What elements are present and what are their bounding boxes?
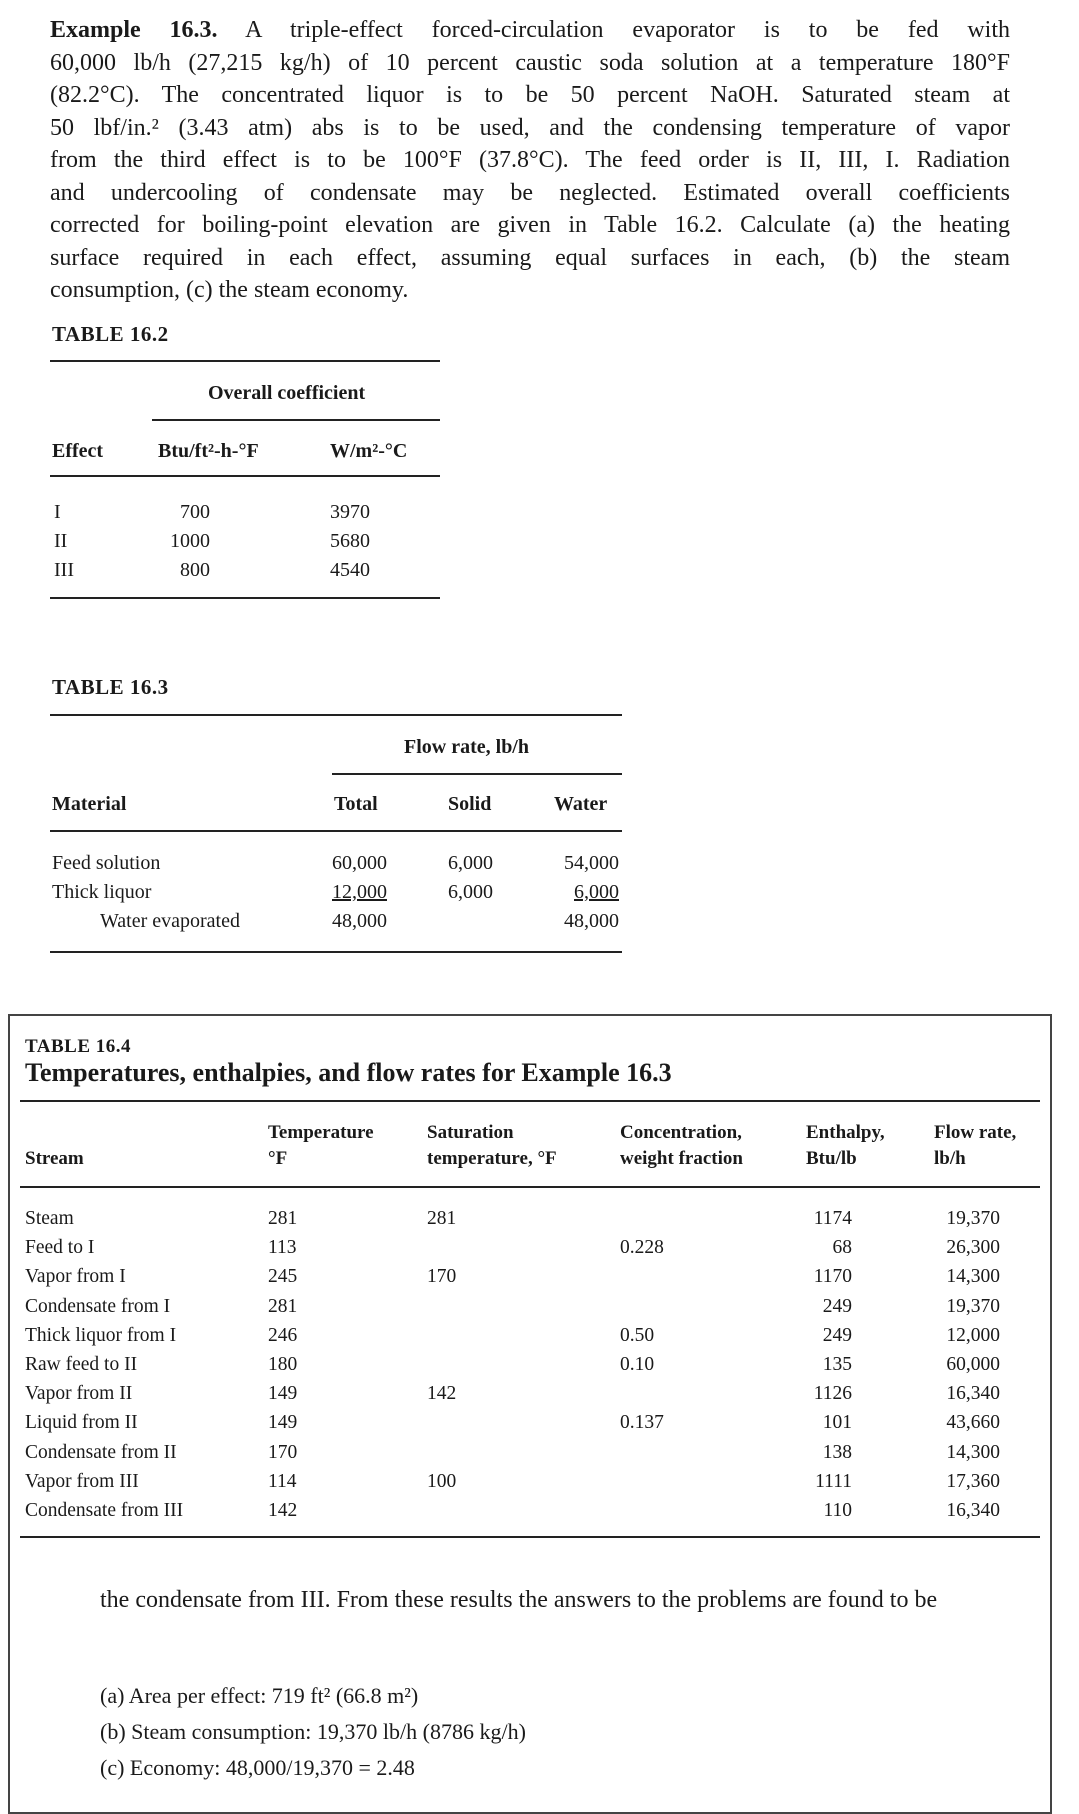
table-cell: 800 xyxy=(180,559,210,581)
table-cell xyxy=(427,1350,456,1379)
table-cell xyxy=(427,1438,456,1467)
table-cell: 170 xyxy=(427,1266,457,1288)
table-cell: 142 xyxy=(427,1383,457,1405)
table-cell: 1000 xyxy=(170,530,210,552)
table-cell: 281 xyxy=(268,1295,298,1317)
table-16-3-header-total: Total xyxy=(334,793,378,815)
table-cell: Liquid from II xyxy=(25,1412,138,1434)
table-16-4-flow-column xyxy=(930,1204,1000,1525)
table-16-4-bottom-rule xyxy=(20,1536,1040,1538)
table-cell: 249 xyxy=(822,1295,852,1317)
table-cell xyxy=(427,1233,456,1262)
table-16-4-header-enthalpy: Enthalpy, Btu/lb xyxy=(806,1122,885,1169)
table-cell: 17,360 xyxy=(946,1470,1000,1492)
table-cell xyxy=(427,1496,456,1525)
table-cell: 135 xyxy=(822,1354,852,1376)
answer-b: (b) Steam consumption: 19,370 lb/h (8786 kg/h) xyxy=(100,1719,526,1744)
table-cell: Vapor from III xyxy=(25,1470,139,1492)
table-cell: 54,000 xyxy=(564,852,619,874)
table-16-4-header-saturation: Saturation temperature, °F xyxy=(427,1122,557,1169)
table-16-3-caption: TABLE 16.3 xyxy=(52,675,169,699)
table-cell: 48,000 xyxy=(332,910,387,932)
table-cell xyxy=(427,1292,456,1321)
table-cell: Condensate from III xyxy=(25,1500,184,1522)
table-cell: 4540 xyxy=(330,559,370,581)
table-16-3-top-rule xyxy=(50,714,622,716)
example-label: Example 16.3. xyxy=(50,17,218,43)
table-cell: 68 xyxy=(832,1237,852,1259)
table-cell: 114 xyxy=(268,1470,297,1492)
table-cell: 5680 xyxy=(330,530,370,552)
table-cell: 0.137 xyxy=(620,1412,664,1434)
table-cell: Feed solution xyxy=(52,852,161,874)
table-16-2-bottom-rule xyxy=(50,597,440,599)
table-16-4-header-flow: Flow rate, lb/h xyxy=(934,1122,1017,1169)
table-16-2-btu-column xyxy=(158,498,210,585)
table-16-3-header-solid: Solid xyxy=(448,793,492,815)
table-cell: 1170 xyxy=(813,1266,852,1288)
table-cell xyxy=(620,1496,664,1525)
table-cell: 6,000 xyxy=(448,881,493,903)
table-16-3-total-column xyxy=(332,849,387,936)
table-cell: Steam xyxy=(25,1208,74,1229)
table-cell: Condensate from I xyxy=(25,1295,171,1317)
example-line: surface required in each effect, assuming equal surfaces in each, (b) the steam xyxy=(50,244,1010,271)
table-cell: 281 xyxy=(427,1208,457,1229)
table-cell: 6,000 xyxy=(574,881,619,903)
table-16-3-material-column xyxy=(52,849,240,936)
table-cell: 1174 xyxy=(813,1208,852,1229)
table-16-2-header-rule xyxy=(50,475,440,477)
table-16-2-caption: TABLE 16.2 xyxy=(52,322,169,346)
table-cell: 12,000 xyxy=(332,881,387,903)
table-16-3-header-water: Water xyxy=(554,793,608,815)
table-cell: 60,000 xyxy=(946,1354,1000,1376)
table-cell xyxy=(620,1262,664,1291)
table-cell: Thick liquor from I xyxy=(25,1324,177,1346)
table-16-3-water-column xyxy=(553,849,619,936)
table-16-4-header-concentration: Concentration, weight fraction xyxy=(620,1122,743,1169)
table-cell: 16,340 xyxy=(946,1500,1000,1522)
table-cell: Water evaporated xyxy=(100,910,240,932)
table-cell: I xyxy=(54,501,61,523)
table-cell: 0.50 xyxy=(620,1324,655,1346)
table-16-2-top-rule xyxy=(50,360,440,362)
table-cell: 19,370 xyxy=(946,1208,1000,1229)
table-cell: Feed to I xyxy=(25,1237,95,1259)
table-cell: 149 xyxy=(268,1383,298,1405)
table-cell: Vapor from I xyxy=(25,1266,126,1288)
table-cell: 101 xyxy=(822,1412,852,1434)
table-cell: 281 xyxy=(268,1208,298,1229)
table-cell: 0.10 xyxy=(620,1354,655,1376)
table-cell: 700 xyxy=(180,501,210,523)
table-16-3-group-header: Flow rate, lb/h xyxy=(404,736,529,758)
table-cell xyxy=(620,1438,664,1467)
table-cell: 249 xyxy=(822,1324,852,1346)
table-cell: 142 xyxy=(268,1500,298,1522)
table-cell: 138 xyxy=(822,1441,852,1463)
table-cell: Thick liquor xyxy=(52,881,152,903)
table-cell: 113 xyxy=(268,1237,297,1259)
table-cell: 245 xyxy=(268,1266,298,1288)
table-cell: 170 xyxy=(268,1441,298,1463)
table-16-4-header-rule xyxy=(20,1186,1040,1188)
table-16-4-top-rule xyxy=(20,1100,1040,1102)
table-cell: Raw feed to II xyxy=(25,1354,138,1376)
table-cell xyxy=(620,1292,664,1321)
answer-c: (c) Economy: 48,000/19,370 = 2.48 xyxy=(100,1755,415,1780)
table-16-3-group-rule xyxy=(332,773,622,775)
table-cell: 43,660 xyxy=(946,1412,1000,1434)
table-16-2-si-column xyxy=(330,498,370,585)
table-cell: 19,370 xyxy=(946,1295,1000,1317)
example-paragraph xyxy=(50,14,1010,307)
table-cell: 26,300 xyxy=(946,1237,1000,1259)
table-16-4-header-temperature: Temperature °F xyxy=(268,1122,374,1169)
example-line: and undercooling of condensate may be neglected. Estimated overall coefficients xyxy=(50,179,1010,206)
example-line: 50 lbf/in.² (3.43 atm) abs is to be used, and the condensing temperature of vapor xyxy=(50,114,1010,141)
table-cell: 180 xyxy=(268,1354,298,1376)
table-16-2-header-btu: Btu/ft²-h-°F xyxy=(158,440,259,462)
example-line: (82.2°C). The concentrated liquor is to be 50 percent NaOH. Saturated steam at xyxy=(50,82,1010,108)
example-line: Example 16.3. A triple-effect forced-circulation evaporator is to be fed with xyxy=(50,17,1011,43)
table-16-4-temperature-column xyxy=(268,1204,297,1525)
table-16-4-caption: TABLE 16.4 xyxy=(25,1036,132,1057)
table-16-2-effect-column xyxy=(54,498,74,585)
table-cell: 3970 xyxy=(330,501,370,523)
table-16-4-enthalpy-column xyxy=(800,1204,852,1525)
example-line: 60,000 lb/h (27,215 kg/h) of 10 percent caustic soda solution at a temperature 180°F xyxy=(50,49,1010,76)
table-cell: Condensate from II xyxy=(25,1441,177,1463)
answer-a: (a) Area per effect: 719 ft² (66.8 m²) xyxy=(100,1683,419,1708)
table-cell xyxy=(620,1204,664,1233)
table-cell: 149 xyxy=(268,1412,298,1434)
table-cell: 14,300 xyxy=(946,1441,1000,1463)
table-cell: 0.228 xyxy=(620,1237,664,1259)
table-cell: 6,000 xyxy=(448,852,493,874)
table-cell: 48,000 xyxy=(564,910,619,932)
table-cell xyxy=(427,1408,456,1437)
table-cell: 100 xyxy=(427,1470,457,1492)
table-16-3-header-material: Material xyxy=(52,793,127,815)
table-16-3-solid-column xyxy=(448,849,493,907)
answers-list xyxy=(100,1678,526,1786)
table-cell xyxy=(427,1321,456,1350)
table-cell xyxy=(620,1379,664,1408)
table-16-4-saturation-column xyxy=(427,1204,456,1525)
table-16-2-group-rule xyxy=(152,419,440,421)
table-16-4-header-stream: Stream xyxy=(25,1148,84,1169)
table-16-2-group-header: Overall coefficient xyxy=(208,382,366,404)
table-16-3-header-rule xyxy=(50,830,622,832)
table-cell: Vapor from II xyxy=(25,1383,133,1405)
table-16-4-title: Temperatures, enthalpies, and flow rates for Example 16.3 xyxy=(25,1058,672,1087)
example-line: consumption, (c) the steam economy. xyxy=(50,277,409,303)
table-16-4-stream-column xyxy=(25,1204,183,1525)
table-cell: 60,000 xyxy=(332,852,387,874)
table-cell: 12,000 xyxy=(946,1324,1000,1346)
table-cell: II xyxy=(54,530,68,552)
table-cell: 110 xyxy=(823,1500,852,1522)
table-16-4-concentration-column xyxy=(620,1204,664,1525)
table-cell: 14,300 xyxy=(946,1266,1000,1288)
table-cell: 16,340 xyxy=(946,1383,1000,1405)
continuation-text: the condensate from III. From these results the answers to the problems are found to be xyxy=(100,1587,938,1613)
table-16-2-header-si: W/m²-°C xyxy=(330,440,408,462)
table-cell: 1126 xyxy=(813,1383,852,1405)
example-line: from the third effect is to be 100°F (37.8°C). The feed order is II, III, I. Radiation xyxy=(50,147,1010,173)
table-cell xyxy=(620,1467,664,1496)
table-16-2-header-effect: Effect xyxy=(52,440,104,462)
example-line: corrected for boiling-point elevation are given in Table 16.2. Calculate (a) the heating xyxy=(50,212,1010,238)
table-cell: III xyxy=(54,559,74,581)
table-cell: 246 xyxy=(268,1324,298,1346)
table-16-3-bottom-rule xyxy=(50,951,622,953)
table-cell: 1111 xyxy=(815,1470,852,1492)
